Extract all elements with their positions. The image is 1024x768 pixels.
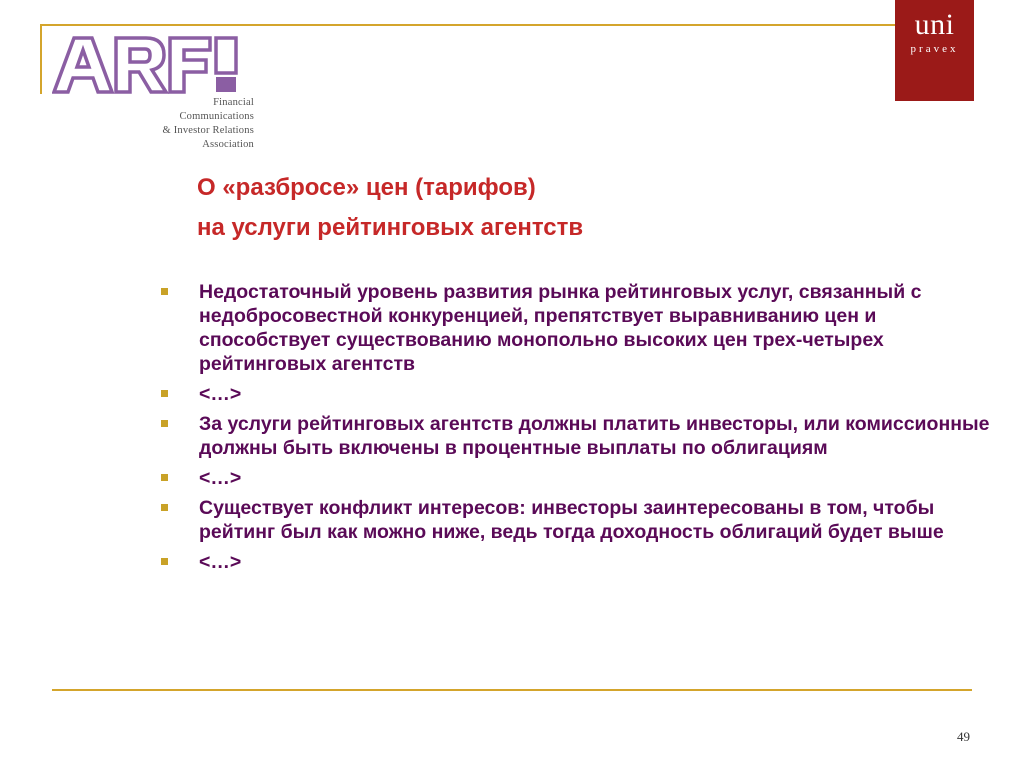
arfi-wordmark bbox=[52, 34, 242, 96]
bottom-frame-line bbox=[52, 689, 972, 691]
bullet-text: <…> bbox=[199, 467, 242, 489]
bullet-text: <…> bbox=[199, 383, 242, 405]
arfi-subtitle bbox=[114, 96, 254, 152]
arfi-subtitle-line: Communications bbox=[179, 111, 254, 122]
bullet-text: <…> bbox=[199, 551, 242, 573]
bullet-item bbox=[160, 280, 990, 376]
bullet-item bbox=[160, 466, 990, 490]
bullet-text: За услуги рейтинговых агентств должны платить инвесторы, или комиссионные должны быть включены в процентные выплаты по облигациям bbox=[199, 413, 990, 459]
square-bullet-icon bbox=[161, 474, 168, 481]
uni-pravex-logo bbox=[895, 0, 974, 101]
uni-logo-sub: pravex bbox=[910, 43, 959, 55]
bullet-text: Недостаточный уровень развития рынка рейтинговых услуг, связанный с недобросовестной конкуренцией, препятствует выравниванию цен и способствует существованию монопольно высоких цен трех-четырех рейтинговых агентств bbox=[199, 281, 922, 375]
square-bullet-icon bbox=[161, 390, 168, 397]
bullet-item bbox=[160, 496, 990, 544]
slide-title-line-1: О «разбросе» цен (тарифов) bbox=[197, 174, 536, 201]
bullet-list bbox=[160, 280, 990, 580]
arfi-subtitle-line: Financial bbox=[213, 97, 254, 108]
bullet-item bbox=[160, 412, 990, 460]
arfi-subtitle-line: & Investor Relations bbox=[162, 125, 254, 136]
uni-logo-main: uni bbox=[914, 8, 955, 41]
slide-title bbox=[197, 168, 897, 248]
square-bullet-icon bbox=[161, 558, 168, 565]
slide-title-line-2: на услуги рейтинговых агентств bbox=[197, 214, 584, 241]
page-number: 49 bbox=[957, 729, 970, 744]
square-bullet-icon bbox=[161, 504, 168, 511]
arfi-logo bbox=[52, 34, 254, 154]
square-bullet-icon bbox=[161, 420, 168, 427]
left-frame-line bbox=[40, 24, 42, 94]
square-bullet-icon bbox=[161, 288, 168, 295]
top-frame-line bbox=[40, 24, 895, 26]
bullet-text: Существует конфликт интересов: инвесторы заинтересованы в том, чтобы рейтинг был как можно ниже, ведь тогда доходность облигаций будет выше bbox=[199, 497, 944, 543]
bullet-item bbox=[160, 550, 990, 574]
arfi-subtitle-line: Association bbox=[202, 139, 254, 150]
bullet-item bbox=[160, 382, 990, 406]
